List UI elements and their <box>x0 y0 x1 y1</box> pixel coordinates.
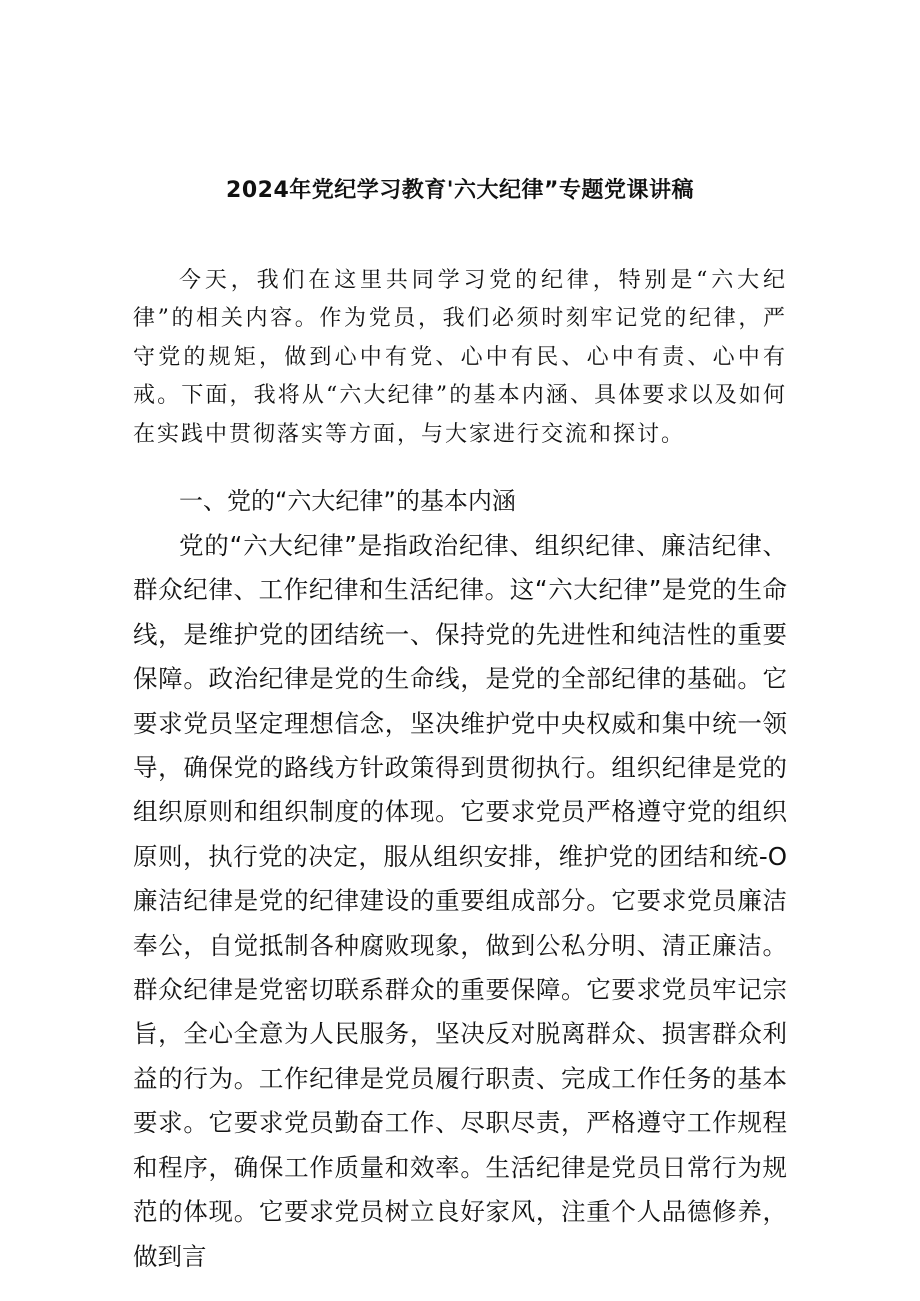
section-heading: 一、党的“六大纪律”的基本内涵 <box>179 487 516 515</box>
intro-paragraph: 今天，我们在这里共同学习党的纪律，特别是“六大纪律”的相关内容。作为党员，我们必须时刻牢记党的纪律，严守党的规矩，做到心中有党、心中有民、心中有责、心中有戒。下面，我将从“六大纪律”的基本内涵、具体要求以及如何在实践中贯彻落实等方面，与大家进行交流和探讨。 <box>133 268 787 447</box>
document-title: 2024年党纪学习教育'六大纪律”专题党课讲稿 <box>226 178 694 203</box>
section-body-paragraph: 党的“六大纪律”是指政治纪律、组织纪律、廉洁纪律、群众纪律、工作纪律和生活纪律。这“六大纪律”是党的生命线，是维护党的团结统一、保持党的先进性和纯洁性的重要保障。政治纪律是党的生命线，是党的全部纪律的基础。它要求党员坚定理想信念，坚决维护党中央权威和集中统一领导，确保党的路线方针政策得到贯彻执行。组织纪律是党的组织原则和组织制度的体现。它要求党员严格遵守党的组织原则，执行党的决定，服从组织安排，维护党的团结和统-O廉洁纪律是党的纪律建设的重要组成部分。它要求党员廉洁奉公，自觉抵制各种腐败现象，做到公私分明、清正廉洁。群众纪律是党密切联系群众的重要保障。它要求党员牢记宗旨，全心全意为人民服务，坚决反对脱离群众、损害群众利益的行为。工作纪律是党员履行职责、完成工作任务的基本要求。它要求党员勤奋工作、尽职尽责，严格遵守工作规程和程序，确保工作质量和效率。生活纪律是党员日常行为规范的体现。它要求党员树立良好家风，注重个人品德修养，做到言 <box>133 531 787 1271</box>
